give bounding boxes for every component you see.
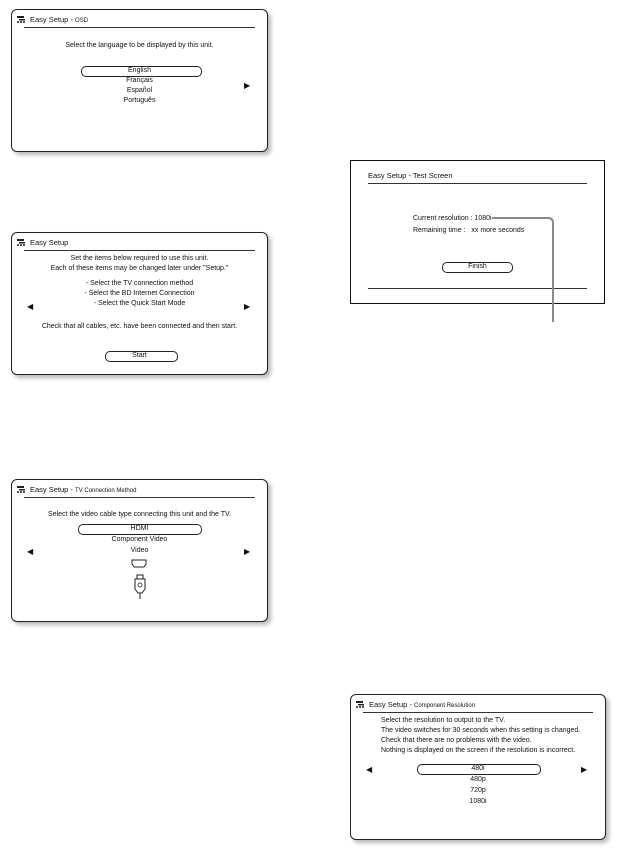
right-arrow-icon[interactable]: ▶ [581,765,588,774]
info-line-3: Check that there are no problems with the video. [381,737,532,744]
screen-title: Easy Setup - Test Screen [368,171,453,180]
intro-line-2: Each of these items may be changed later under "Setup." [50,265,229,272]
remaining-time-label: Remaining time : [413,227,466,234]
left-arrow-icon[interactable]: ◀ [366,765,373,774]
title-subtext: TV Connection Method [75,488,137,494]
title-text: Easy Setup - [369,700,415,709]
left-arrow-icon[interactable]: ◀ [27,547,34,556]
option-480i[interactable]: 480i [471,765,485,772]
easy-setup-component-resolution-screen [350,694,606,840]
info-line-4: Nothing is displayed on the screen if the resolution is incorrect. [381,747,576,754]
title-text: Easy Setup - [30,15,76,24]
setup-toolbox-icon [355,700,367,709]
option-component-video[interactable]: Component Video [111,536,168,543]
title-divider [363,712,593,713]
option-720p[interactable]: 720p [470,787,486,794]
option-1080i[interactable]: 1080i [469,798,487,805]
language-prompt: Select the language to be displayed by this unit. [65,42,214,49]
title-subtext: Component Resolution [414,703,476,709]
info-line-2: The video switches for 30 seconds when this setting is changed. [381,727,581,734]
right-arrow-icon[interactable]: ▶ [244,547,251,556]
screen-title [369,700,475,709]
option-hdmi[interactable]: HDMI [130,525,149,532]
current-resolution: Current resolution : 1080i [413,215,492,222]
option-portugues[interactable]: Português [123,97,156,104]
screen-title: Easy Setup [30,238,69,247]
title-text: Easy Setup - [30,485,76,494]
finish-button[interactable]: Finish [468,263,487,270]
right-arrow-icon[interactable]: ▶ [244,302,251,311]
option-video[interactable]: Video [130,547,149,554]
option-480p[interactable]: 480p [470,776,486,783]
title-subtext: OSD [75,18,89,24]
cable-prompt: Select the video cable type connecting this unit and the TV. [48,511,231,518]
cables-note: Check that all cables, etc. have been connected and then start. [41,323,238,330]
setup-item-quickstart: - Select the Quick Start Mode [93,300,186,307]
option-espanol[interactable]: Español [126,87,153,94]
remaining-time-value: xx more seconds [471,227,525,234]
info-line-1: Select the resolution to output to the TV. [381,717,506,724]
option-english[interactable]: English [128,67,151,74]
intro-line-1: Set the items below required to use this unit. [70,255,209,262]
start-button[interactable]: Start [132,352,147,359]
setup-item-tv: - Select the TV connection method [85,280,194,287]
left-arrow-icon[interactable]: ◀ [27,302,34,311]
right-arrow-icon[interactable]: ▶ [244,81,251,90]
setup-item-internet: - Select the BD Internet Connection [84,290,195,297]
option-francais[interactable]: Français [126,77,153,84]
